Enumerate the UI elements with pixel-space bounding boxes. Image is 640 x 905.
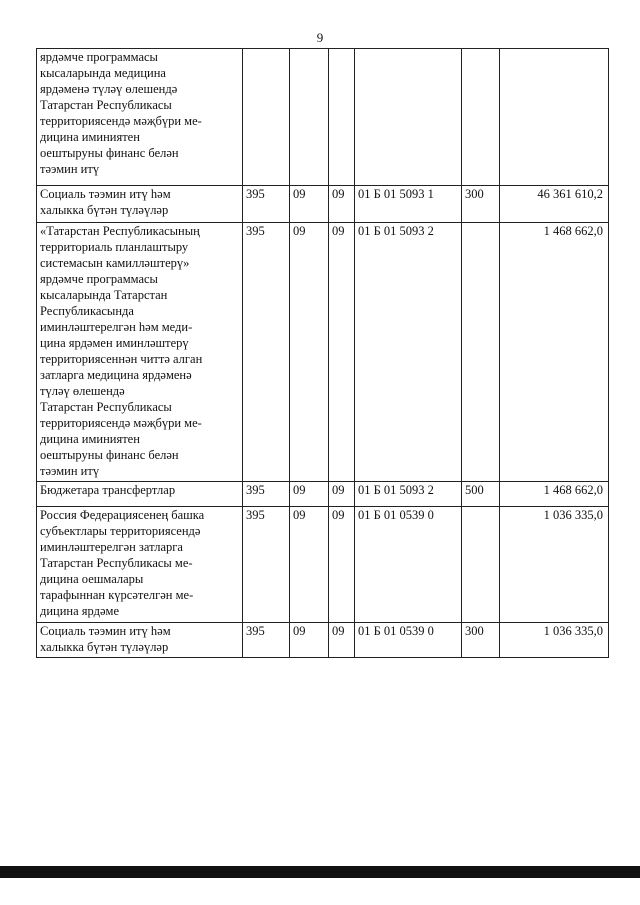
target-article-cell: 01 Б 01 0539 0 [355, 623, 462, 658]
item-name-cell: Социаль тәэмин итү һәм халыкка бүтән түләүләр [37, 186, 243, 223]
expense-type-cell: 300 [462, 186, 500, 223]
department-code-cell: 395 [243, 507, 290, 623]
amount-cell: 46 361 610,2 [500, 186, 609, 223]
expense-type-cell: 500 [462, 482, 500, 507]
subsection-code-cell: 09 [329, 482, 355, 507]
amount-cell: 1 468 662,0 [500, 482, 609, 507]
table-row [37, 623, 609, 658]
budget-table [36, 48, 609, 658]
expense-type-cell: 300 [462, 623, 500, 658]
section-code-cell [290, 49, 329, 186]
subsection-code-cell [329, 49, 355, 186]
department-code-cell: 395 [243, 186, 290, 223]
target-article-cell: 01 Б 01 5093 1 [355, 186, 462, 223]
section-code-cell: 09 [290, 507, 329, 623]
amount-cell: 1 036 335,0 [500, 623, 609, 658]
department-code-cell: 395 [243, 482, 290, 507]
section-code-cell: 09 [290, 186, 329, 223]
item-name-cell: ярдәмче программасы кысаларында медицина ярдәменә түләү өлешендә Татарстан Республикасы территориясендә мәҗбүри ме- дицина иминиятен оештыруны финанс белән тәэмин итү [37, 49, 243, 186]
department-code-cell [243, 49, 290, 186]
target-article-cell: 01 Б 01 5093 2 [355, 482, 462, 507]
item-name-cell: Россия Федерациясенең башка субъектлары территориясендә иминләштерелгән затларга Татарстан Республикасы ме- дицина оешмалары тарафыннан күрсәтелгән ме- дицина ярдәме [37, 507, 243, 623]
item-name-cell: Бюджетара трансфертлар [37, 482, 243, 507]
table-row [37, 482, 609, 507]
department-code-cell: 395 [243, 623, 290, 658]
table-row [37, 186, 609, 223]
item-name-cell: «Татарстан Республикасының территориаль планлаштыру системасын камилләштерү» ярдәмче программасы кысаларында Татарстан Республикасында иминләштерелгән һәм меди- цина ярдәмен иминләштерү территориясеннән читтә алган затларга медицина ярдәменә түләү өлешендә Татарстан Республикасы территориясендә мәҗбүри ме- дицина иминиятен оештыруны финанс белән тәэмин итү [37, 223, 243, 482]
expense-type-cell [462, 507, 500, 623]
department-code-cell: 395 [243, 223, 290, 482]
table-row [37, 49, 609, 186]
amount-cell [500, 49, 609, 186]
subsection-code-cell: 09 [329, 623, 355, 658]
table-row [37, 223, 609, 482]
page-number: 9 [316, 30, 324, 45]
target-article-cell [355, 49, 462, 186]
section-code-cell: 09 [290, 223, 329, 482]
target-article-cell: 01 Б 01 5093 2 [355, 223, 462, 482]
expense-type-cell [462, 223, 500, 482]
expense-type-cell [462, 49, 500, 186]
table-row [37, 507, 609, 623]
scan-border-bar [0, 866, 640, 878]
amount-cell: 1 468 662,0 [500, 223, 609, 482]
subsection-code-cell: 09 [329, 223, 355, 482]
section-code-cell: 09 [290, 623, 329, 658]
item-name-cell: Социаль тәэмин итү һәм халыкка бүтән түләүләр [37, 623, 243, 658]
target-article-cell: 01 Б 01 0539 0 [355, 507, 462, 623]
subsection-code-cell: 09 [329, 507, 355, 623]
amount-cell: 1 036 335,0 [500, 507, 609, 623]
section-code-cell: 09 [290, 482, 329, 507]
subsection-code-cell: 09 [329, 186, 355, 223]
